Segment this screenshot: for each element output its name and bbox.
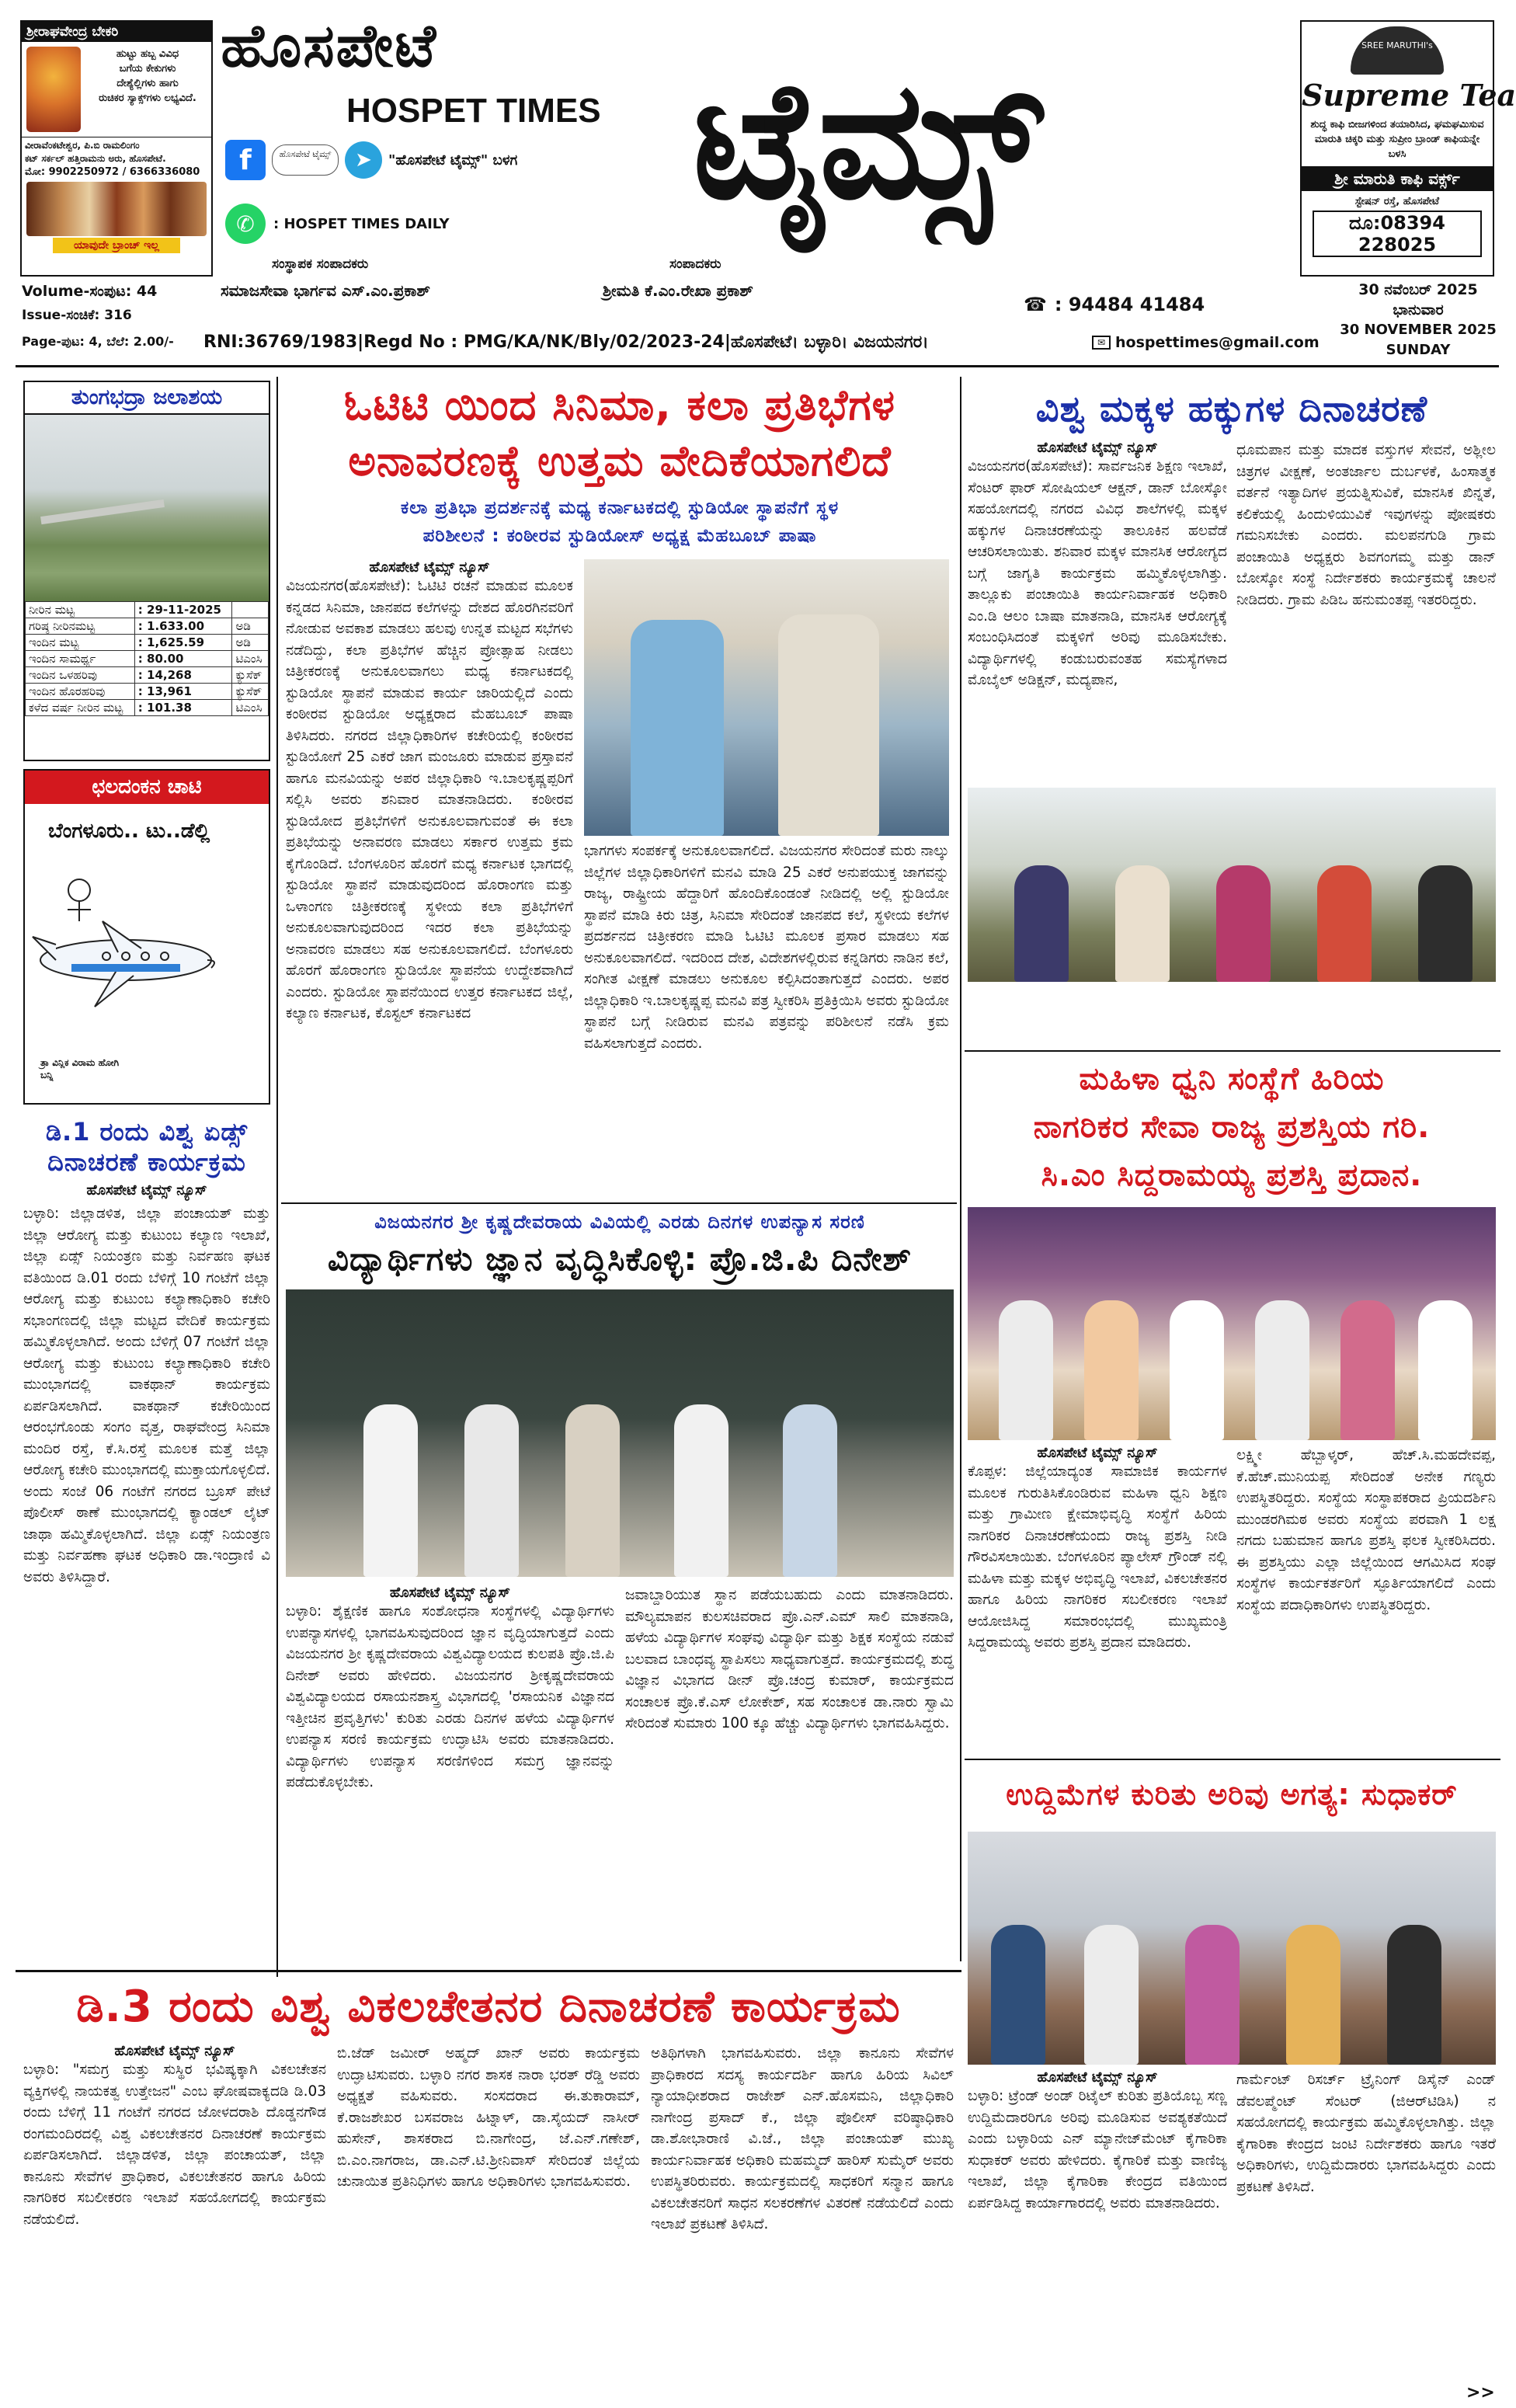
dam-level-cell: ಕಳೆದ ವರ್ಷ ನೀರಿನ ಮಟ್ಟ bbox=[26, 700, 135, 716]
registration: RNI:36769/1983|Regd No : PMG/KA/NK/Bly/02/2023-24|ಹೊಸಪೇಟೆ। ಬಳ್ಳಾರಿ। ವಿಜಯನಗರ। bbox=[203, 332, 929, 352]
facebook-icon[interactable]: f bbox=[225, 140, 266, 180]
continued-arrow[interactable]: >> bbox=[1466, 2383, 1495, 2403]
bakery-line: ರುಚಿಕರ ಸ್ಯಾಕ್ಸ್‌ಗಳು ಲಭ್ಯವಿದೆ. bbox=[99, 92, 196, 104]
bakery-tagline: ಯಾವುದೇ ಬ್ರಾಂಚ್ ಇಲ್ಲ bbox=[53, 238, 180, 253]
phone-number: : 94484 41484 bbox=[1054, 294, 1205, 315]
tea-description: ಶುದ್ಧ ಕಾಫಿ ಬೀಜಗಳಿಂದ ತಯಾರಿಸಿದ, ಘಮಘಮಿಸುವ ಮಾರುತಿ ಚಿಕ್ಕರಿ ಮತ್ತು ಸುಪ್ರೀಂ ಬ್ರಾಂಡ್ ಕಾಫಿಯನ್ನೇ ಬಳಸಿ bbox=[1310, 119, 1484, 160]
story-lecture bbox=[286, 1209, 954, 1954]
editor-label: ಸಂಪಾದಕರು bbox=[669, 256, 721, 272]
story-ott bbox=[286, 378, 954, 1193]
ott-subheadline-1: ಕಲಾ ಪ್ರತಿಭಾ ಪ್ರದರ್ಶನಕ್ಕೆ ಮಧ್ಯ ಕರ್ನಾಟಕದಲ್ಲಿ ಸ್ಟುಡಿಯೋ ಸ್ಥಾಪನೆಗೆ ಸ್ಥಳ bbox=[400, 498, 840, 518]
left-column-divider bbox=[276, 377, 278, 1977]
tea-logo: SREE MARUTHI's bbox=[1351, 26, 1444, 75]
cartoon-caption-top: ಬೆಂಗಳೂರು.. ಟು..ಡೆಲ್ಲಿ bbox=[48, 819, 210, 843]
dam-level-cell: ಇಂದಿನ ಒಳಹರಿವು bbox=[26, 667, 135, 684]
award-top-rule bbox=[965, 1050, 1500, 1052]
disabled-byline: ಹೊಸಪೇಟೆ ಟೈಮ್ಸ್ ನ್ಯೂಸ್ bbox=[114, 2043, 235, 2059]
day-english: SUNDAY bbox=[1386, 342, 1451, 358]
email-row[interactable] bbox=[1092, 334, 1320, 351]
dam-level-row bbox=[26, 684, 269, 700]
telegram-icon[interactable]: ➤ bbox=[345, 141, 382, 179]
story-award bbox=[968, 1055, 1496, 1754]
issue: Issue-ಸಂಚಿಕೆ: 316 bbox=[22, 308, 132, 323]
children-body-right: ಧೂಮಪಾನ ಮತ್ತು ಮಾದಕ ವಸ್ತುಗಳ ಸೇವನೆ, ಅಶ್ಲೀಲ ಚಿತ್ರಗಳ ವೀಕ್ಷಣೆ, ಅಂತರ್ಜಾಲ ದುರ್ಬಳಕೆ, ಹಿಂಸಾತ್ಮಕ ವರ್ತನೆ ಇತ್ಯಾದಿಗಳ ಪ್ರಯತ್ನಿಸುವಿಕೆ, ಮಾನಸಿಕ ಖಿನ್ನತೆ, ಕಲಿಕೆಯಲ್ಲಿ ಹಿಂದುಳಿಯುವಿಕೆ ಇವುಗಳನ್ನು ಪೋಷಕರು ಗಮನಿಸಬೇಕು ಎಂದರು. ಮಲಪನಗುಡಿ ಗ್ರಾಮ ಪಂಚಾಯಿತಿ ಅಧ್ಯಕ್ಷರು ಶಿವಗಂಗಮ್ಮ ಮತ್ತು ಡಾನ್ ಬೋಸ್ಕೋ ಸಂಸ್ಥೆ ನಿರ್ದೇಶಕರು ಕಾರ್ಯಕ್ರಮಕ್ಕೆ ಚಾಲನೆ ನೀಡಿದರು. ಗ್ರಾಮ ಪಿಡಿಒ ಹನುಮಂತಪ್ಪ ಇತರರಿದ್ದರು. bbox=[1236, 442, 1496, 608]
dam-title: ತುಂಗಭದ್ರಾ ಜಲಾಶಯ bbox=[25, 382, 269, 415]
dam-box bbox=[23, 381, 270, 761]
ott-byline: ಹೊಸಪೇಟೆ ಟೈಮ್ಸ್ ನ್ಯೂಸ್ bbox=[369, 559, 490, 576]
lecture-body-right: ಜವಾಬ್ದಾರಿಯುತ ಸ್ಥಾನ ಪಡೆಯಬಹುದು ಎಂದು ಮಾತನಾಡಿದರು. ಮೌಲ್ಯಮಾಪನ ಕುಲಸಚಿವರಾದ ಪ್ರೊ.ಎನ್.ಎಮ್ ಸಾಲಿ ಮಾತನಾಡಿ, ಹಳೆಯ ವಿದ್ಯಾರ್ಥಿಗಳ ಸಂಘವು ವಿದ್ಯಾರ್ಥಿ ಮತ್ತು ಶಿಕ್ಷಕ ಸಂಸ್ಥೆಯ ನಡುವೆ ಬಲವಾದ ಬಾಂಧವ್ಯ ಸ್ಥಾಪಿಸಲು ಸಾಧ್ಯವಾಗುತ್ತದೆ. ಕಾರ್ಯಕ್ರಮದಲ್ಲಿ ಶುದ್ಧ ವಿಜ್ಞಾನ ವಿಭಾಗದ ಡೀನ್ ಪ್ರೊ.ಚಂದ್ರ ಕುಮಾರ್, ಕಾರ್ಯಕ್ರಮದ ಸಂಚಾಲಕ ಪ್ರೊ.ಕೆ.ಎಸ್ ಲೋಕೇಶ್, ಸಹ ಸಂಚಾಲಕ ಡಾ.ನಾರು ಸ್ವಾಮಿ ಸೇರಿದಂತೆ ಸುಮಾರು 100 ಕ್ಕೂ ಹೆಚ್ಚು ವಿದ್ಯಾರ್ಥಿಗಳು ಭಾಗವಹಿಸಿದ್ದರು. bbox=[625, 1587, 954, 1731]
ad-supreme-tea bbox=[1300, 20, 1516, 277]
telegram-text: "ಹೊಸಪೇಟೆ ಟೈಮ್ಸ್" ಬಳಗ bbox=[388, 151, 518, 169]
dam-level-cell: ನೀರಿನ ಮಟ್ಟ bbox=[26, 602, 135, 618]
dam-level-row bbox=[26, 602, 269, 618]
whatsapp-text: : HOSPET TIMES DAILY bbox=[273, 215, 450, 232]
dam-level-cell: : 1,625.59 bbox=[134, 635, 232, 651]
award-headline-2: ನಾಗರಿಕರ ಸೇವಾ ರಾಜ್ಯ ಪ್ರಶಸ್ತಿಯ ಗರಿ. bbox=[1033, 1109, 1431, 1145]
dam-level-row bbox=[26, 618, 269, 635]
aids-headline-1: ಡಿ.1 ರಂದು ವಿಶ್ವ ಏಡ್ಸ್ bbox=[45, 1117, 249, 1147]
jobs-top-rule bbox=[965, 1759, 1500, 1760]
award-body-left: ಕೊಪ್ಪಳ: ಜಿಲ್ಲೆಯಾದ್ಯಂತ ಸಾಮಾಜಿಕ ಕಾರ್ಯಗಳ ಮೂಲಕ ಗುರುತಿಸಿಕೊಂಡಿರುವ ಮಹಿಳಾ ಧ್ವನಿ ಶಿಕ್ಷಣ ಮತ್ತು ಗ್ರಾಮೀಣ ಕ್ಷೇಮಾಭಿವೃದ್ಧಿ ಸಂಸ್ಥೆಗೆ ಹಿರಿಯ ನಾಗರಿಕರ ದಿನಾಚರಣೆಯಂದು ರಾಜ್ಯ ಪ್ರಶಸ್ತಿ ನೀಡಿ ಗೌರವಿಸಲಾಯಿತು. ಬೆಂಗಳೂರಿನ ಪ್ಯಾಲೇಸ್ ಗ್ರೌಂಡ್ ನಲ್ಲಿ ಮಹಿಳಾ ಮತ್ತು ಮಕ್ಕಳ ಅಭಿವೃದ್ಧಿ ಇಲಾಖೆ, ವಿಕಲಚೇತನರ ಹಾಗೂ ಹಿರಿಯ ನಾಗರಿಕರ ಸಬಲೀಕರಣ ಇಲಾಖೆ ಆಯೋಜಿಸಿದ್ದ ಸಮಾರಂಭದಲ್ಲಿ ಮುಖ್ಯಮಂತ್ರಿ ಸಿದ್ದರಾಮಯ್ಯ ಅವರು ಪ್ರಶಸ್ತಿ ಪ್ರದಾನ ಮಾಡಿದರು. bbox=[968, 1463, 1227, 1651]
cartoon-box bbox=[23, 769, 270, 1105]
lecture-headline: ವಿದ್ಯಾರ್ಥಿಗಳು ಜ್ಞಾನ ವೃದ್ಧಿಸಿಕೊಳ್ಳಿ: ಪ್ರೊ.ಜಿ.ಪಿ ದಿನೇಶ್ bbox=[327, 1240, 913, 1278]
tea-phone: ದೂ:08394 228025 bbox=[1313, 211, 1482, 257]
dam-photo bbox=[25, 415, 269, 601]
award-byline: ಹೊಸಪೇಟೆ ಟೈಮ್ಸ್ ನ್ಯೂಸ್ bbox=[1037, 1445, 1158, 1461]
dam-level-cell: ಟಿಎಂಸಿ bbox=[232, 651, 269, 667]
tea-address: ಸ್ಟೇಷನ್ ರಸ್ತೆ, ಹೊಸಪೇಟೆ bbox=[1354, 196, 1440, 207]
dam-level-cell: ಅಡಿ bbox=[232, 618, 269, 635]
story-children bbox=[968, 378, 1496, 1046]
social-row bbox=[225, 140, 517, 180]
jobs-headline: ಉದ್ದಿಮೆಗಳ ಕುರಿತು ಅರಿವು ಅಗತ್ಯ: ಸುಧಾಕರ್ bbox=[1006, 1777, 1458, 1811]
bakery-address: ವೀರಾವೆಂಕಟೇಶ್ವರ, ಪಿ.ಬಿ ರಾಮಲಿಂಗಂ bbox=[25, 140, 140, 151]
founder-editor-label: ಸಂಸ್ಥಾಪಕ ಸಂಪಾದಕರು bbox=[272, 256, 369, 272]
center-right-divider bbox=[960, 377, 961, 1961]
whatsapp-row bbox=[225, 204, 450, 244]
children-headline: ವಿಶ್ವ ಮಕ್ಕಳ ಹಕ್ಕುಗಳ ದಿನಾಚರಣೆ bbox=[1035, 388, 1428, 430]
cartoon-airplane-drawing bbox=[25, 844, 269, 1069]
aids-body: ಬಳ್ಳಾರಿ: ಜಿಲ್ಲಾಡಳಿತ, ಜಿಲ್ಲಾ ಪಂಚಾಯತ್ ಮತ್ತು ಜಿಲ್ಲಾ ಆರೋಗ್ಯ ಮತ್ತು ಕುಟುಂಬ ಕಲ್ಯಾಣ ಇಲಾಖೆ, ಜಿಲ್ಲಾ ಏಡ್ಸ್ ನಿಯಂತ್ರಣ ಮತ್ತು ನಿರ್ವಹಣ ಘಟಕ ವತಿಯಿಂದ ಡಿ.01 ರಂದು ಬೆಳಿಗ್ಗೆ 10 ಗಂಟೆಗೆ ಜಿಲ್ಲಾ ಆರೋಗ್ಯ ಮತ್ತು ಕುಟುಂಬ ಕಲ್ಯಾಣಾಧಿಕಾರಿ ಕಚೇರಿ ಸಭಾಂಗಣದಲ್ಲಿ ಜಿಲ್ಲಾ ಮಟ್ಟದ ವೇದಿಕೆ ಕಾರ್ಯಕ್ರಮ ಹಮ್ಮಿಕೊಳ್ಳಲಾಗಿದೆ. ಅಂದು ಬೆಳಿಗ್ಗೆ 07 ಗಂಟೆಗೆ ಜಿಲ್ಲಾ ಆರೋಗ್ಯ ಮತ್ತು ಕುಟುಂಬ ಕಲ್ಯಾಣಾಧಿಕಾರಿ ಕಚೇರಿ ಮುಂಭಾಗದಲ್ಲಿ ವಾಕಥಾನ್ ಕಾರ್ಯಕ್ರಮ ಏರ್ಪಡಿಸಲಾಗಿದೆ. ವಾಕಥಾನ್ ಕಚೇರಿಯಿಂದ ಆರಂಭಗೊಂಡು ಸಂಗಂ ವೃತ್ತ, ರಾಘವೇಂದ್ರ ಸಿನಿಮಾ ಮಂದಿರ ರಸ್ತೆ, ಕೆ.ಸಿ.ರಸ್ತೆ ಮೂಲಕ ಮತ್ತೆ ಜಿಲ್ಲಾ ಆರೋಗ್ಯ ಕಚೇರಿ ಮುಂಭಾಗದಲ್ಲಿ ಮುಕ್ತಾಯಗೊಳ್ಳಲಿದೆ. ಅಂದು ಸಂಜೆ 06 ಗಂಟೆಗೆ ನಗರದ ಬ್ರೂಸ್ ಪೇಟೆ ಪೊಲೀಸ್ ಠಾಣೆ ಮುಂಭಾಗದಲ್ಲಿ ಕ್ಯಾಂಡಲ್ ಲೈಟ್ ಜಾಥಾ ಹಮ್ಮಿಕೊಳ್ಳಲಾಗಿದೆ. ಜಿಲ್ಲಾ ಏಡ್ಸ್ ನಿಯಂತ್ರಣ ಮತ್ತು ನಿರ್ವಹಣಾ ಘಟಕ ಅಧಿಕಾರಿ ಡಾ.ಇಂದ್ರಾಣಿ ವಿ ಅವರು ತಿಳಿಸಿದ್ದಾರೆ. bbox=[23, 1206, 270, 1585]
masthead-divider bbox=[16, 365, 1499, 367]
bakery-name: ಶ್ರೀರಾಘವೇಂದ್ರ ಬೇಕರಿ bbox=[22, 22, 211, 42]
dam-level-cell: : 1.633.00 bbox=[134, 618, 232, 635]
ott-headline-1: ಓಟಿಟಿ ಯಿಂದ ಸಿನಿಮಾ, ಕಲಾ ಪ್ರತಿಭೆಗಳ bbox=[344, 381, 895, 430]
award-headline-1: ಮಹಿಳಾ ಧ್ವನಿ ಸಂಸ್ಥೆಗೆ ಹಿರಿಯ bbox=[1079, 1061, 1385, 1097]
aids-byline: ಹೊಸಪೇಟೆ ಟೈಮ್ಸ್ ನ್ಯೂಸ್ bbox=[86, 1182, 207, 1199]
award-headline-3: ಸಿ.ಎಂ ಸಿದ್ದರಾಮಯ್ಯ ಪ್ರಶಸ್ತಿ ಪ್ರದಾನ. bbox=[1041, 1157, 1423, 1193]
dam-level-cell: ಇಂದಿನ ಸಾಮರ್ಥ್ಯ bbox=[26, 651, 135, 667]
tea-company: ಶ್ರೀ ಮಾರುತಿ ಕಾಫಿ ವರ್ಕ್ಸ್ bbox=[1302, 166, 1493, 191]
award-photo bbox=[968, 1207, 1496, 1440]
story-disabled bbox=[23, 1976, 954, 2396]
deity-image bbox=[26, 47, 81, 132]
date-english: 30 NOVEMBER 2025 bbox=[1340, 322, 1497, 338]
mail-icon: ✉ bbox=[1092, 336, 1111, 350]
award-body-right: ಲಕ್ಷ್ಮೀ ಹೆಬ್ಬಾಳ್ಕರ್, ಹೆಚ್.ಸಿ.ಮಹದೇವಪ್ಪ, ಕೆ.ಹೆಚ್.ಮುನಿಯಪ್ಪ ಸೇರಿದಂತೆ ಅನೇಕ ಗಣ್ಯರು ಉಪಸ್ಥಿತರಿದ್ದರು. ಸಂಸ್ಥೆಯ ಸಂಸ್ಥಾಪಕರಾದ ಪ್ರಿಯದರ್ಶಿನಿ ಮುಂಡರಗಿಮಠ ಅವರು ಸಂಸ್ಥೆಯ ಪರವಾಗಿ 1 ಲಕ್ಷ ನಗದು ಬಹುಮಾನ ಹಾಗೂ ಪ್ರಶಸ್ತಿ ಫಲಕ ಸ್ವೀಕರಿಸಿದರು. ಈ ಪ್ರಶಸ್ತಿಯು ಎಲ್ಲಾ ಜಿಲ್ಲೆಯಿಂದ ಆಗಮಿಸಿದ ಸಂಘ ಸಂಸ್ಥೆಗಳ ಕಾರ್ಯಕರ್ತರಿಗೆ ಸ್ಫೂರ್ತಿಯಾಗಲಿದೆ ಎಂದು ಸಂಸ್ಥೆಯ ಪದಾಧಿಕಾರಿಗಳು ಉಪಸ್ಥಿತರಿದ್ದರು. bbox=[1236, 1447, 1496, 1613]
jobs-body-right: ಗಾರ್ಮೆಂಟ್ ರಿಸರ್ಚ್ ಟ್ರೈನಿಂಗ್ ಡಿಸೈನ್ ಎಂಡ್ ಡೆವಲಪ್ಮೆಂಟ್ ಸೆಂಟರ್ (ಜಿಆರ್‌ಟಿಡಿಸಿ) ನ ಸಹಯೋಗದಲ್ಲಿ ಕಾರ್ಯಕ್ರಮ ಹಮ್ಮಿಕೊಳ್ಳಲಾಗಿತ್ತು. ಜಿಲ್ಲಾ ಕೈಗಾರಿಕಾ ಕೇಂದ್ರದ ಜಂಟಿ ನಿರ್ದೇಶಕರು ಹಾಗೂ ಇತರೆ ಅಧಿಕಾರಿಗಳು, ಉದ್ದಿಮೆದಾರರು ಭಾಗವಹಿಸಿದ್ದರು ಎಂದು ಪ್ರಕಟಣೆ ತಿಳಿಸಿದೆ. bbox=[1236, 2072, 1496, 2195]
founder-editor-name: ಸಮಾಜಸೇವಾ ಭಾರ್ಗವ ಎಸ್.ಎಂ.ಪ್ರಕಾಶ್ bbox=[221, 281, 430, 300]
masthead-title-english: HOSPET TIMES bbox=[346, 92, 601, 130]
dam-levels-table bbox=[25, 601, 269, 716]
children-body-left: ವಿಜಯನಗರ(ಹೊಸಪೇಟೆ): ಸಾರ್ವಜನಿಕ ಶಿಕ್ಷಣ ಇಲಾಖೆ, ಸೆಂಟರ್ ಫಾರ್ ಸೋಷಿಯಲ್ ಆಕ್ಷನ್, ಡಾನ್ ಬೋಸ್ಕೋ ಸಹಯೋಗದಲ್ಲಿ ನಗರದ ವಿವಿಧ ಶಾಲೆಗಳಲ್ಲಿ ಮಕ್ಕಳ ಹಕ್ಕುಗಳ ದಿನಾಚರಣೆಯನ್ನು ತಾಲೂಕಿನ ಹಲವೆಡೆ ಆಚರಿಸಲಾಯಿತು. ಶನಿವಾರ ಮಕ್ಕಳ ಮಾನಸಿಕ ಆರೋಗ್ಯದ ಬಗ್ಗೆ ಜಾಗೃತಿ ಕಾರ್ಯಕ್ರಮ ಹಮ್ಮಿಕೊಳ್ಳಲಾಗಿತ್ತು. ತಾಲ್ಲೂಕು ಪಂಚಾಯಿತಿ ಕಾರ್ಯನಿರ್ವಾಹಕ ಅಧಿಕಾರಿ ಎಂ.ಡಿ ಆಲಂ ಬಾಷಾ ಮಾತನಾಡಿ, ಮಾನಸಿಕ ಆರೋಗ್ಯಕ್ಕೆ ಸಂಬಂಧಿಸಿದಂತೆ ಮಕ್ಕಳಿಗೆ ಅರಿವು ಮೂಡಿಸಬೇಕು. ವಿದ್ಯಾರ್ಥಿಗಳಲ್ಲಿ ಕಂಡುಬರುವಂತಹ ಸಮಸ್ಯೆಗಳಾದ ಮೊಬೈಲ್ ಅಡಿಕ್ಷನ್, ಮದ್ಯಪಾನ, bbox=[968, 458, 1227, 688]
facebook-handle[interactable]: ಹೊಸಪೇಟೆ ಟೈಮ್ಸ್ bbox=[272, 144, 339, 176]
volume: Volume-ಸಂಪುಟ: 44 bbox=[22, 283, 158, 300]
date-block bbox=[1333, 280, 1504, 360]
jobs-byline: ಹೊಸಪೇಟೆ ಟೈಮ್ಸ್ ನ್ಯೂಸ್ bbox=[1037, 2069, 1158, 2086]
bakery-address: ಕಟ್ ಸರ್ಕಲ್ ಹತ್ತಿರಾಮನು ಅರು, ಹೊಸಪೇಟೆ. bbox=[25, 153, 166, 164]
disabled-col-1: ಬಳ್ಳಾರಿ: "ಸಮಗ್ರ ಮತ್ತು ಸುಸ್ಥಿರ ಭವಿಷ್ಯಕ್ಕಾಗಿ ವಿಕಲಚೇತನ ವ್ಯಕ್ತಿಗಳಲ್ಲಿ ನಾಯಕತ್ವ ಉತ್ತೇಜನ" ಎಂಬ ಘೋಷವಾಕ್ಯದಡಿ ಡಿ.03 ರಂದು ಬೆಳಿಗ್ಗೆ 11 ಗಂಟೆಗೆ ನಗರದ ಜೋಳದರಾಶಿ ದೊಡ್ಡನಗೌಡ ರಂಗಮಂದಿರದಲ್ಲಿ ವಿಶ್ವ ವಿಕಲಚೇತನರ ದಿನಾಚರಣೆ ಕಾರ್ಯಕ್ರಮ ಏರ್ಪಡಿಸಲಾಗಿದೆ. ಜಿಲ್ಲಾಡಳಿತ, ಜಿಲ್ಲಾ ಪಂಚಾಯತ್, ಜಿಲ್ಲಾ ಕಾನೂನು ಸೇವೆಗಳ ಪ್ರಾಧಿಕಾರ, ವಿಕಲಚೇತನರ ಹಾಗೂ ಹಿರಿಯ ನಾಗರಿಕರ ಸಬಲೀಕರಣ ಇಲಾಖೆ ಸಹಯೋಗದಲ್ಲಿ ಕಾರ್ಯಕ್ರಮ ನಡೆಯಲಿದೆ. bbox=[23, 2062, 326, 2228]
jobs-photo bbox=[968, 1832, 1496, 2065]
dam-level-cell bbox=[232, 602, 269, 618]
dam-level-cell: : 13,961 bbox=[134, 684, 232, 700]
disabled-col-2: ಬಿ.ಜೆಡ್ ಜಮೀರ್ ಅಹ್ಮದ್ ಖಾನ್ ಅವರು ಕಾರ್ಯಕ್ರಮ ಉದ್ಘಾಟಿಸುವರು. ಬಳ್ಳಾರಿ ನಗರ ಶಾಸಕ ನಾರಾ ಭರತ್ ರೆಡ್ಡಿ ಅವರು ಅಧ್ಯಕ್ಷತೆ ವಹಿಸುವರು. ಸಂಸದರಾದ ಈ.ತುಕಾರಾಮ್, ಕೆ.ರಾಜಶೇಖರ ಬಸವರಾಜ ಹಿಟ್ನಾಳ್, ಡಾ.ಸೈಯದ್ ನಾಸೀರ್ ಹುಸೇನ್, ಶಾಸಕರಾದ ಬಿ.ನಾಗೇಂದ್ರ, ಜೆ.ಎನ್.ಗಣೇಶ್, ಬಿ.ಎಂ.ನಾಗರಾಜ, ಡಾ.ಎನ್.ಟಿ.ಶ್ರೀನಿವಾಸ್ ಸೇರಿದಂತೆ ಜಿಲ್ಲೆಯ ಚುನಾಯಿತ ಪ್ರತಿನಿಧಿಗಳು ಹಾಗೂ ಅಧಿಕಾರಿಗಳು ಭಾಗವಹಿಸುವರು. bbox=[337, 2045, 640, 2190]
lecture-top-rule bbox=[281, 1202, 957, 1204]
dam-level-cell: ಅಡಿ bbox=[232, 635, 269, 651]
dam-level-cell: : 80.00 bbox=[134, 651, 232, 667]
cartoon-caption-bottom: ತ್ರಾ ವಿನ್ಲಿಕ ವಿರಾಮ ಹೋಗಿ ಬನ್ನಿ bbox=[40, 1057, 120, 1080]
lecture-byline: ಹೊಸಪೇಟೆ ಟೈಮ್ಸ್ ನ್ಯೂಸ್ bbox=[389, 1585, 511, 1601]
day-kannada: ಭಾನುವಾರ bbox=[1393, 301, 1444, 318]
dam-level-cell: : 29-11-2025 bbox=[134, 602, 232, 618]
children-photo bbox=[968, 788, 1496, 982]
story-aids bbox=[23, 1117, 270, 1894]
dam-level-cell: ಇಂದಿನ ಮಟ್ಟ bbox=[26, 635, 135, 651]
dam-level-cell: ಗರಿಷ್ಠ ನೀರಿನಮಟ್ಟ bbox=[26, 618, 135, 635]
dam-level-cell: : 14,268 bbox=[134, 667, 232, 684]
ott-subheadline-2: ಪರಿಶೀಲನೆ : ಕಂಠೀರವ ಸ್ಟುಡಿಯೋಸ್ ಅಧ್ಯಕ್ಷ ಮೆಹಬೂಬ್ ಪಾಷಾ bbox=[422, 526, 817, 546]
phone-icon: ☎ bbox=[1024, 294, 1047, 315]
disabled-top-rule bbox=[16, 1970, 961, 1972]
ott-photo bbox=[584, 559, 949, 836]
bakery-phone: ಮೋ: 9902250972 / 6366336080 bbox=[25, 166, 200, 178]
tea-brand: Supreme Tea bbox=[1302, 78, 1516, 113]
story-jobs bbox=[968, 1763, 1496, 2396]
dam-level-row bbox=[26, 635, 269, 651]
bakery-line: ಬಗೆಯ ಕೇಕುಗಳು bbox=[119, 63, 176, 75]
dam-level-cell: : 101.38 bbox=[134, 700, 232, 716]
date-kannada: 30 ನವೆಂಬರ್ 2025 bbox=[1358, 281, 1478, 298]
masthead-title-kannada: ಹೊಸಪೇಟೆ bbox=[221, 11, 438, 80]
children-byline: ಹೊಸಪೇಟೆ ಟೈಮ್ಸ್ ನ್ಯೂಸ್ bbox=[1037, 440, 1158, 456]
cakes-image bbox=[26, 182, 207, 236]
ott-body-left: ವಿಜಯನಗರ(ಹೊಸಪೇಟೆ): ಓಟಿಟಿ ರಚನೆ ಮಾಡುವ ಮೂಲಕ ಕನ್ನಡದ ಸಿನಿಮಾ, ಜಾನಪದ ಕಲೆಗಳನ್ನು ದೇಶದ ಹೊರಗಿನವರಿಗೆ ನೋಡುವ ಅವಕಾಶ ಮಾಡಲು ಹಲವು ಉನ್ನತ ಮಟ್ಟದ ಸಭೆಗಳು ನಡೆದಿದ್ದು, ಕಲಾ ಪ್ರತಿಭೆಗಳ ಹೆಚ್ಚಿನ ಪ್ರೋತ್ಸಾಹ ನೀಡಲು ಚಿತ್ರೀಕರಣಕ್ಕೆ ಅನುಕೂಲವಾಗಲು ಮಧ್ಯ ಕರ್ನಾಟಕದಲ್ಲಿ ಸ್ಟುಡಿಯೋ ಸ್ಥಾಪನೆ ಮಾಡುವ ಕಾರ್ಯ ಜಾರಿಯಲ್ಲಿದೆ ಎಂದು ಕಂಠೀರವ ಸ್ಟುಡಿಯೋ ಅಧ್ಯಕ್ಷರಾದ ಮೆಹಬೂಬ್ ಪಾಷಾ ತಿಳಿಸಿದರು. ನಗರದ ಜಿಲ್ಲಾಧಿಕಾರಿಗಳ ಕಚೇರಿಯಲ್ಲಿ ಕಂಠೀರವ ಸ್ಟುಡಿಯೋಗೆ 25 ಎಕರೆ ಜಾಗ ಮಂಜೂರು ಮಾಡುವ ಪ್ರಸ್ತಾವನೆ ಹಾಗೂ ಮನವಿಯನ್ನು ಅಪರ ಜಿಲ್ಲಾಧಿಕಾರಿ ಇ.ಬಾಲಕೃಷ್ಣಪ್ಪರಿಗೆ ಸಲ್ಲಿಸಿ ಅವರು ಶನಿವಾರ ಮಾತನಾಡಿದರು. ಕಂಠೀರವ ಸ್ಟುಡಿಯೋದ ಪ್ರತಿಭೆಗಳಿಗೆ ಅನುಕೂಲವಾಗುವಂತೆ ಈ ಕಲಾ ಪ್ರತಿಭೆಯನ್ನು ಅನಾವರಣ ಮಾಡಲು ಸರ್ಕಾರ ಉತ್ತಮ ಕ್ರಮ ಕೈಗೊಂಡಿದೆ. ಬೆಂಗಳೂರಿನ ಹೊರಗೆ ಮಧ್ಯ ಕರ್ನಾಟಕ ಭಾಗದಲ್ಲಿ ಸ್ಟುಡಿಯೋ ಸ್ಥಾಪನೆ ಮಾಡುವುದರಿಂದ ಹೊರಾಂಗಣ ಮತ್ತು ಒಳಾಂಗಣ ಚಿತ್ರೀಕರಣಕ್ಕೆ ಸ್ಥಳೀಯ ಕಲಾ ಪ್ರತಿಭೆಗಳಿಗೆ ಅನುಕೂಲವಾಗುವುದರಿಂದ ಇದರ ಕಲಾ ಪ್ರತಿಭೆಯನ್ನು ಅನಾವರಣ ಮಾಡಲು ಸಹ ಅನುಕೂಲವಾಗಲಿದೆ. ಬೆಂಗಳೂರು ಹೊರಗೆ ಹೊರಾಂಗಣ ಸ್ಟುಡಿಯೋ ಸ್ಥಾಪನೆಯ ಉದ್ದೇಶವಾಗಿದೆ ಎಂದರು. ಸ್ಟುಡಿಯೋ ಸ್ಥಾಪನೆಯಿಂದ ಉತ್ತರ ಕರ್ನಾಟಕದ ಜಿಲ್ಲೆ, ಕಲ್ಯಾಣ ಕರ್ನಾಟಕ, ಕೊಸ್ಟಲ್ ಕರ್ನಾಟಕದ bbox=[286, 578, 573, 1021]
lecture-body-left: ಬಳ್ಳಾರಿ: ಶೈಕ್ಷಣಿಕ ಹಾಗೂ ಸಂಶೋಧನಾ ಸಂಸ್ಥೆಗಳಲ್ಲಿ ವಿದ್ಯಾರ್ಥಿಗಳು ಉಪನ್ಯಾಸಗಳಲ್ಲಿ ಭಾಗವಹಿಸುವುದರಿಂದ ಜ್ಞಾನ ವೃದ್ಧಿಯಾಗುತ್ತದೆ ಎಂದು ವಿಜಯನಗರ ಶ್ರೀ ಕೃಷ್ಣದೇವರಾಯ ವಿಶ್ವವಿದ್ಯಾಲಯದ ಕುಲಪತಿ ಪ್ರೊ.ಜಿ.ಪಿ ದಿನೇಶ್ ಅವರು ಹೇಳಿದರು. ವಿಜಯನಗರ ಶ್ರೀಕೃಷ್ಣದೇವರಾಯ ವಿಶ್ವವಿದ್ಯಾಲಯದ ರಸಾಯನಶಾಸ್ತ್ರ ವಿಭಾಗದಲ್ಲಿ 'ರಸಾಯನಿಕ ವಿಜ್ಞಾನದ ಇತ್ತೀಚಿನ ಪ್ರವೃತ್ತಿಗಳು' ಕುರಿತು ಎರಡು ದಿನಗಳ ಹಳೆಯ ವಿದ್ಯಾರ್ಥಿಗಳ ಉಪನ್ಯಾಸ ಸರಣಿ ಕಾರ್ಯಕ್ರಮ ಉದ್ಘಾಟಿಸಿ ಅವರು ಮಾತನಾಡಿದರು. ವಿದ್ಯಾರ್ಥಿಗಳು ಉಪನ್ಯಾಸ ಸರಣಿಗಳಿಂದ ಸಮಗ್ರ ಜ್ಞಾನವನ್ನು ಪಡೆದುಕೊಳ್ಳಬೇಕು. bbox=[286, 1603, 614, 1790]
ott-body-right: ಭಾಗಗಳು ಸಂಪರ್ಕಕ್ಕೆ ಅನುಕೂಲವಾಗಲಿದೆ. ವಿಜಯನಗರ ಸೇರಿದಂತೆ ಮರು ನಾಲ್ಕು ಜಿಲ್ಲೆಗಳ ಜಿಲ್ಲಾಧಿಕಾರಿಗಳಿಗೆ ಮನವಿ ಮಾಡಿ 25 ಎಕರೆ ಅನುಪಯುಕ್ತ ಜಾಗವನ್ನು ರಾಜ್ಯ, ರಾಷ್ಟ್ರೀಯ ಹೆದ್ದಾರಿಗೆ ಹೊಂದಿಕೊಂಡಂತೆ ನೀಡಿದಲ್ಲಿ ಅಲ್ಲಿ ಸ್ಟುಡಿಯೋ ಸ್ಥಾಪನೆ ಮಾಡಿ ಕಿರು ಚಿತ್ರ, ಸಿನಿಮಾ ಸೇರಿದಂತೆ ಜಾನಪದ ಕಲೆ, ಸ್ಥಳೀಯ ಕಲೆಗಳ ಪ್ರದರ್ಶನದ ಚಿತ್ರೀಕರಣ ಮಾಡಿ ಓಟಿಟಿ ಮೂಲಕ ಪ್ರಸಾರ ಮಾಡಲು ಸಹ ಅನುಕೂಲವಾಗಲಿದೆ. ಇದರಿಂದ ದೇಶ, ವಿದೇಶಗಳಲ್ಲಿರುವ ಕನ್ನಡಿಗರು ನಾಡಿನ ಕಲೆ, ಸಂಗೀತ ವೀಕ್ಷಣೆ ಮಾಡಲು ಅನುಕೂಲ ಕಲ್ಪಿಸಿದಂತಾಗುತ್ತದೆ ಎಂದರು. ಅಪರ ಜಿಲ್ಲಾಧಿಕಾರಿ ಇ.ಬಾಲಕೃಷ್ಣಪ್ಪ ಮನವಿ ಪತ್ರ ಸ್ವೀಕರಿಸಿ ಪ್ರತಿಕ್ರಿಯಿಸಿ ಅವರು ಸ್ಟುಡಿಯೋ ಸ್ಥಾಪನೆ ಬಗ್ಗೆ ನೀಡಿರುವ ಮನವಿ ಪತ್ರವನ್ನು ಪರಿಶೀಲನೆ ನಡೆಸಿ ಕ್ರಮ ವಹಿಸಲಾಗುತ್ತದೆ ಎಂದರು. bbox=[584, 843, 949, 1052]
dam-level-row bbox=[26, 700, 269, 716]
ad-bakery bbox=[20, 20, 213, 277]
aids-headline-2: ದಿನಾಚರಣೆ ಕಾರ್ಯಕ್ರಮ bbox=[47, 1147, 246, 1177]
ott-headline-2: ಅನಾವರಣಕ್ಕೆ ಉತ್ತಮ ವೇದಿಕೆಯಾಗಲಿದೆ bbox=[348, 437, 892, 485]
dam-level-cell: ಟಿಎಂಸಿ bbox=[232, 700, 269, 716]
bakery-line: ದೇಶ್ಯೆಲ್ಲಿಗಳು ಹಾಗು bbox=[116, 78, 179, 89]
phone-row bbox=[1024, 294, 1205, 315]
dam-level-row bbox=[26, 651, 269, 667]
jobs-body-left: ಬಳ್ಳಾರಿ: ಟ್ರೆಂಡ್ ಅಂಡ್ ರಿಟೈಲ್ ಕುರಿತು ಪ್ರತಿಯೊಬ್ಬ ಸಣ್ಣ ಉದ್ದಿಮೆದಾರರಿಗೂ ಅರಿವು ಮೂಡಿಸುವ ಅವಶ್ಯಕತೆಯಿದೆ ಎಂದು ಬಳ್ಳಾರಿಯ ಎನ್ ಮ್ಯಾನೇಜ್‌ಮೆಂಟ್ ಕೈಗಾರಿಕಾ ಸುಧಾಕರ್ ಅವರು ಹೇಳಿದರು. ಕೈಗಾರಿಕೆ ಮತ್ತು ವಾಣಿಜ್ಯ ಇಲಾಖೆ, ಜಿಲ್ಲಾ ಕೈಗಾರಿಕಾ ಕೇಂದ್ರದ ವತಿಯಿಂದ ಏರ್ಪಡಿಸಿದ್ದ ಕಾರ್ಯಾಗಾರದಲ್ಲಿ ಅವರು ಮಾತನಾಡಿದರು. bbox=[968, 2088, 1227, 2211]
masthead-big-title: ಟೈಮ್ಸ್ bbox=[693, 45, 1038, 235]
dam-level-cell: ಕ್ಯುಸೆಕ್ bbox=[232, 684, 269, 700]
whatsapp-icon[interactable]: ✆ bbox=[225, 204, 266, 244]
lecture-photo bbox=[286, 1289, 954, 1577]
pages-price: Page-ಪುಟ: 4, ಬೆಲೆ: 2.00/- bbox=[22, 334, 174, 349]
cartoon-title: ಛಲದಂಕನ ಚಾಟಿ bbox=[25, 771, 269, 804]
disabled-headline: ಡಿ.3 ರಂದು ವಿಶ್ವ ವಿಕಲಚೇತನರ ದಿನಾಚರಣೆ ಕಾರ್ಯಕ್ರಮ bbox=[76, 1982, 901, 2032]
bakery-line: ಹುಟ್ಟು ಹಬ್ಬ ವಿವಿಧ bbox=[116, 48, 179, 60]
dam-level-cell: ಇಂದಿನ ಹೊರಹರಿವು bbox=[26, 684, 135, 700]
dam-level-cell: ಕ್ಯುಸೆಕ್ bbox=[232, 667, 269, 684]
editor-name: ಶ್ರೀಮತಿ ಕೆ.ಎಂ.ರೇಖಾ ಪ್ರಕಾಶ್ bbox=[603, 281, 753, 300]
disabled-col-3: ಅತಿಥಿಗಳಾಗಿ ಭಾಗವಹಿಸುವರು. ಜಿಲ್ಲಾ ಕಾನೂನು ಸೇವೆಗಳ ಪ್ರಾಧಿಕಾರದ ಸದಸ್ಯ ಕಾರ್ಯದರ್ಶಿ ಹಾಗೂ ಹಿರಿಯ ಸಿವಿಲ್ ನ್ಯಾಯಾಧೀಶರಾದ ರಾಜೇಶ್ ಎನ್.ಹೊಸಮನಿ, ಜಿಲ್ಲಾಧಿಕಾರಿ ನಾಗೇಂದ್ರ ಪ್ರಸಾದ್ ಕೆ., ಜಿಲ್ಲಾ ಪೊಲೀಸ್ ವರಿಷ್ಠಾಧಿಕಾರಿ ಡಾ.ಶೋಭಾರಾಣಿ ವಿ.ಜೆ., ಜಿಲ್ಲಾ ಪಂಚಾಯತ್ ಮುಖ್ಯ ಕಾರ್ಯನಿರ್ವಾಹಕ ಅಧಿಕಾರಿ ಮಹಮ್ಮದ್ ಹಾರಿಸ್ ಸುಮೈರ್ ಅವರು ಉಪಸ್ಥಿತರಿರುವರು. ಕಾರ್ಯಕ್ರಮದಲ್ಲಿ ಸಾಧಕರಿಗೆ ಸನ್ಮಾನ ಹಾಗೂ ವಿಕಲಚೇತನರಿಗೆ ಸಾಧನ ಸಲಕರಣೆಗಳ ವಿತರಣೆ ನಡೆಯಲಿದೆ ಎಂದು ಇಲಾಖೆ ಪ್ರಕಟಣೆ ತಿಳಿಸಿದೆ. bbox=[651, 2045, 954, 2232]
email[interactable]: hospettimes@gmail.com bbox=[1115, 334, 1320, 351]
dam-level-row bbox=[26, 667, 269, 684]
lecture-kicker: ವಿಜಯನಗರ ಶ್ರೀ ಕೃಷ್ಣದೇವರಾಯ ವಿವಿಯಲ್ಲಿ ಎರಡು ದಿನಗಳ ಉಪನ್ಯಾಸ ಸರಣಿ bbox=[374, 1211, 865, 1233]
